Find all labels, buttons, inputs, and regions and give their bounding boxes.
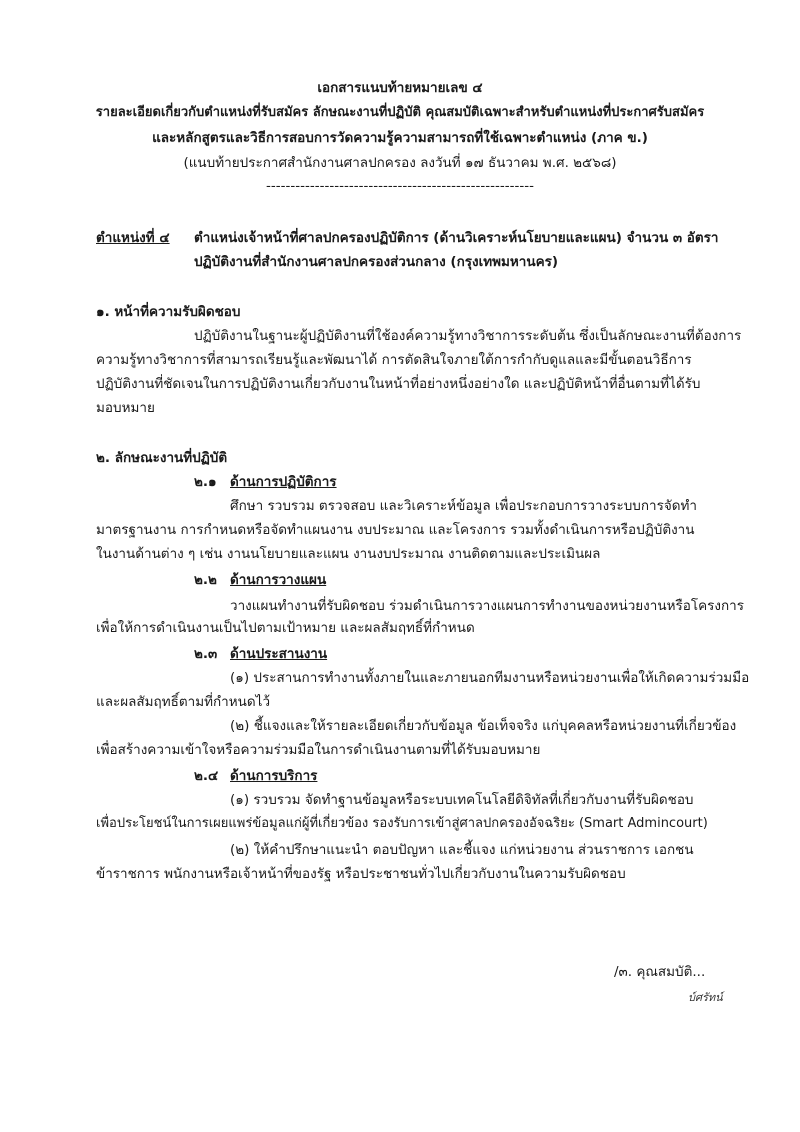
doc-announcement-ref: (แนบท้ายประกาศสำนักงานศาลปกครอง ลงวันที่ ๑๗ ธันวาคม พ.ศ. ๒๕๖๘) (183, 155, 617, 171)
section-1-text: ความรู้ทางวิชาการที่สามารถเรียนรู้และพัฒนาได้ การตัดสินใจภายใต้การกำกับดูแลและมีขั้นตอนวิธีการ (96, 352, 692, 368)
doc-annex-title: เอกสารแนบท้ายหมายเลข ๔ (317, 80, 483, 96)
subsection-2-2-text: เพื่อให้การดำเนินงานเป็นไปตามเป้าหมาย และผลสัมฤทธิ์ที่กำหนด (96, 620, 475, 636)
subsection-2-1-text: ในงานด้านต่าง ๆ เช่น งานนโยบายและแผน งานงบประมาณ งานติดตามและประเมินผล (96, 546, 601, 562)
section-2-heading: ๒. ลักษณะงานที่ปฏิบัติ (96, 450, 228, 466)
subsection-2-3-text: (๑) ประสานการทำงานทั้งภายในและภายนอกทีมงานหรือหน่วยงานเพื่อให้เกิดความร่วมมือ (230, 670, 750, 686)
signature-initials: บ์ศรัทน์ (688, 991, 723, 1004)
subsection-2-1-text: มาตรฐานงาน การกำหนดหรือจัดทำแผนงาน งบประมาณ และโครงการ รวมทั้งดำเนินการหรือปฏิบัติงาน (96, 522, 695, 538)
doc-title-line-2: และหลักสูตรและวิธีการสอบการวัดความรู้ความสามารถที่ใช้เฉพาะตำแหน่ง (ภาค ข.) (152, 130, 648, 146)
subsection-2-1-text: ศึกษา รวบรวม ตรวจสอบ และวิเคราะห์ข้อมูล เพื่อประกอบการวางระบบการจัดทำ (230, 498, 697, 514)
subsection-2-2-number: ๒.๒ (194, 572, 217, 588)
section-1-text: ปฏิบัติงานที่ชัดเจนในการปฏิบัติงานเกี่ยวกับงานในหน้าที่อย่างหนึ่งอย่างใด และปฏิบัติหน้าที่อื่นตามที่ได้รับ (96, 376, 701, 392)
subsection-2-4-text: เพื่อประโยชน์ในการเผยแพร่ข้อมูลแก่ผู้ที่เกี่ยวข้อง รองรับการเข้าสู่ศาลปกครองอัจฉริยะ (Smart Admincourt) (96, 816, 708, 831)
subsection-2-3-text: เพื่อสร้างความเข้าใจหรือความร่วมมือในการดำเนินงานตามที่ได้รับมอบหมาย (96, 742, 541, 758)
position-location: ปฏิบัติงานที่สำนักงานศาลปกครองส่วนกลาง (กรุงเทพมหานคร) (194, 254, 559, 270)
subsection-2-1-number: ๒.๑ (194, 474, 217, 490)
section-1-text: ปฏิบัติงานในฐานะผู้ปฏิบัติงานที่ใช้องค์ความรู้ทางวิชาการระดับต้น ซึ่งเป็นลักษณะงานที่ต้องการ (194, 328, 742, 344)
subsection-2-2-title: ด้านการวางแผน (230, 572, 327, 588)
subsection-2-4-number: ๒.๔ (194, 768, 219, 784)
subsection-2-3-text: (๒) ชี้แจงและให้รายละเอียดเกี่ยวกับข้อมูล ข้อเท็จจริง แก่บุคคลหรือหน่วยงานที่เกี่ยวข้อง (230, 718, 737, 734)
position-title: ตำแหน่งเจ้าหน้าที่ศาลปกครองปฏิบัติการ (ด้านวิเคราะห์นโยบายและแผน) จำนวน ๓ อัตรา (194, 230, 719, 246)
subsection-2-4-title: ด้านการบริการ (230, 768, 318, 784)
subsection-2-3-number: ๒.๓ (194, 646, 218, 662)
subsection-2-1-title: ด้านการปฏิบัติการ (230, 474, 337, 490)
subsection-2-2-text: วางแผนทำงานที่รับผิดชอบ ร่วมดำเนินการวางแผนการทำงานของหน่วยงานหรือโครงการ (230, 598, 744, 614)
doc-title-line-1: รายละเอียดเกี่ยวกับตำแหน่งที่รับสมัคร ลักษณะงานที่ปฏิบัติ คุณสมบัติเฉพาะสำหรับตำแหน่งที่ประกาศรับสมัคร (95, 105, 705, 120)
subsection-2-4-text: (๑) รวบรวม จัดทำฐานข้อมูลหรือระบบเทคโนโลยีดิจิทัลที่เกี่ยวกับงานที่รับผิดชอบ (230, 792, 694, 808)
subsection-2-4-text: ข้าราชการ พนักงานหรือเจ้าหน้าที่ของรัฐ หรือประชาชนทั่วไปเกี่ยวกับงานในความรับผิดชอบ (96, 866, 626, 882)
continued-next-page: /๓. คุณสมบัติ... (614, 964, 706, 980)
section-1-heading: ๑. หน้าที่ความรับผิดชอบ (96, 304, 241, 320)
subsection-2-3-title: ด้านประสานงาน (230, 646, 328, 662)
position-label: ตำแหน่งที่ ๔ (96, 230, 170, 246)
header-divider: ------------------------------------------------------- (266, 178, 534, 194)
subsection-2-4-text: (๒) ให้คำปรึกษาแนะนำ ตอบปัญหา และชี้แจง แก่หน่วยงาน ส่วนราชการ เอกชน (230, 842, 694, 858)
section-1-text: มอบหมาย (96, 400, 155, 416)
subsection-2-3-text: และผลสัมฤทธิ์ตามที่กำหนดไว้ (96, 694, 271, 710)
